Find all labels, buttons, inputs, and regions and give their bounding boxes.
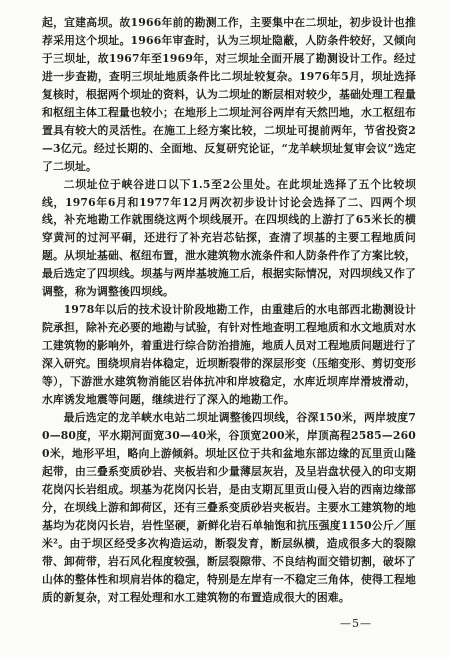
paragraph-4: 最后选定的龙羊峡水电站二坝址调整後四坝线，谷深150米，两岸坡度70—80度，平水期河面宽30—40米，谷顶宽200米，岸顶高程2585—2600米，地形平坦，略向上游倾斜。坝址区位于共和盆地东部边缘的瓦里贡山隆起带，由三叠系变质砂岩、夹板岩和少量薄层灰岩，及呈岩盘状侵入的印支期花岗闪长岩组成。坝基为花岗闪长岩，是由支期瓦里贡山侵入岩的西南边缘部分，在坝线上游和卸荷区，还有三叠系变质砂岩夹板岩。主要水工建筑物的地基均为花岗闪长岩，岩性坚硬，新鲜化岩石单轴饱和抗压强度1150公斤／厘米²。由于坝区经受多次构造运动，断裂发育，断层纵横，造成很多大的裂隙带、卸荷带，岩石风化程度较强，断层裂隙带、不良结构面交错切割，破坏了山体的整体性和坝肩岩体的稳定，特别是左岸有一不稳定三角体，使得工程地质的新复杂，对工程处理和水工建筑物的布置造成很大的困难。	[42, 410, 416, 604]
body-text	[42, 14, 416, 606]
paragraph-2: 二坝址位于峡谷进口以下1.5至2公里处。在此坝址选择了五个比较坝线，1976年6月和1977年12月两次初步设计讨论会选择了二、四两个坝线，补充地勘工作就围绕这两个坝线展开。在四坝线的上游打了65米长的横穿黄河的过河平硐，还进行了补充岩芯钻探，查清了坝基的主要工程地质问题。从坝址基础、枢纽布置，泄水建筑物水流条件和人防条件作了方案比较，最后选定了四坝线。坝基与两岸基坡施工后，根据实际情况，对四坝线又作了调整，称为调整後四坝线。	[42, 177, 416, 299]
paragraph-1: 起，宜建高坝。故1966年前的勘测工作，主要集中在二坝址，初步设计也推荐采用这个坝址。1966年审查时，认为三坝址隐蔽，人防条件较好，又倾向于三坝址，故1967年至1969年，对三坝址全面开展了勘测设计工作。经过进一步查勘，查明三坝址地质条件比二坝址较复杂。1976年5月，坝址选择复核时，根据两个坝址的资料，认为二坝址的断层相对较少，基础处理工程量和枢纽主体工程量也较小；在地形上二坝址河谷两岸有天然凹地，水工枢纽布置具有较大的灵活性。在施工上经方案比较，二坝址可提前两年，节省投资2—3亿元。经过长期的、全面地、反复研究论证，“龙羊峡坝址复审会议”选定了二坝址。	[42, 16, 416, 173]
page-number: —5—	[340, 617, 372, 630]
paragraph-3: 1978年以后的技术设计阶段地勘工作，由重建后的水电部西北勘测设计院承担，除补充必要的地勘与试验，有针对性地查明工程地质和水文地质对水工建筑物的影响外，着重进行综合防治措施，地质人员对工程地质问题进行了深入研究。围绕坝肩岩体稳定，近坝断裂带的深层形变（压缩变形、剪切变形等），下游泄水建筑物消能区岩体抗冲和岸坡稳定，水库近坝库岸滑坡滑动，水库诱发地震等问题，继续进行了深入的地勘工作。	[42, 303, 416, 407]
